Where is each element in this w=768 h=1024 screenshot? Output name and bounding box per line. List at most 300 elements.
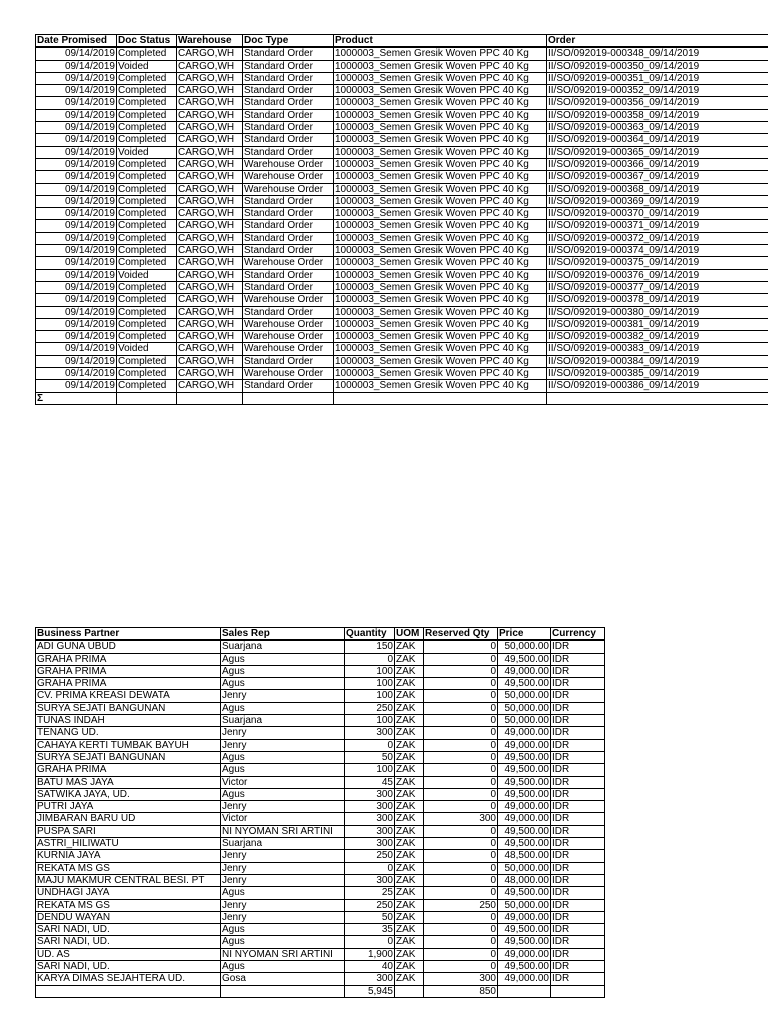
header-business-partner[interactable]: Business Partner <box>36 628 221 641</box>
cell-price: 49,000.00 <box>498 973 551 985</box>
table-row[interactable] <box>36 232 768 244</box>
cell-warehouse: CARGO,WH <box>177 72 243 84</box>
table-row[interactable] <box>36 306 768 318</box>
cell-business-partner: MAJU MAKMUR CENTRAL BESI. PT <box>36 874 221 886</box>
cell-sales-rep: Agus <box>221 936 345 948</box>
cell-order: II/SO/092019-000369_09/14/2019 <box>547 195 768 207</box>
cell-currency: IDR <box>551 776 605 788</box>
cell-warehouse: CARGO,WH <box>177 97 243 109</box>
cell-currency: IDR <box>551 850 605 862</box>
cell-product: 1000003_Semen Gresik Woven PPC 40 Kg <box>334 195 547 207</box>
table-row[interactable] <box>36 727 605 739</box>
cell-warehouse: CARGO,WH <box>177 171 243 183</box>
total-cell <box>221 985 345 997</box>
cell-uom: ZAK <box>395 936 424 948</box>
cell-price: 49,000.00 <box>498 801 551 813</box>
table-row[interactable] <box>36 874 605 886</box>
cell-quantity: 0 <box>345 739 395 751</box>
cell-business-partner: ADI GUNA UBUD <box>36 640 221 653</box>
header-quantity[interactable]: Quantity <box>345 628 395 641</box>
cell-product: 1000003_Semen Gresik Woven PPC 40 Kg <box>334 232 547 244</box>
cell-doc-status: Completed <box>117 368 177 380</box>
cell-reserved-qty: 0 <box>424 653 498 665</box>
table-row[interactable] <box>36 368 768 380</box>
cell-doc-type: Standard Order <box>243 220 334 232</box>
cell-reserved-qty: 0 <box>424 715 498 727</box>
cell-doc-status: Completed <box>117 355 177 367</box>
summary-cell <box>177 392 243 404</box>
cell-reserved-qty: 0 <box>424 739 498 751</box>
table-row[interactable] <box>36 294 768 306</box>
header-uom[interactable]: UOM <box>395 628 424 641</box>
cell-order: II/SO/092019-000376_09/14/2019 <box>547 269 768 281</box>
table-row[interactable] <box>36 764 605 776</box>
cell-order: II/SO/092019-000372_09/14/2019 <box>547 232 768 244</box>
cell-uom: ZAK <box>395 961 424 973</box>
cell-warehouse: CARGO,WH <box>177 355 243 367</box>
table-row[interactable] <box>36 973 605 985</box>
cell-warehouse: CARGO,WH <box>177 257 243 269</box>
table-row[interactable] <box>36 751 605 763</box>
cell-quantity: 40 <box>345 961 395 973</box>
cell-uom: ZAK <box>395 911 424 923</box>
cell-uom: ZAK <box>395 727 424 739</box>
table-row[interactable] <box>36 134 768 146</box>
cell-currency: IDR <box>551 887 605 899</box>
cell-sales-rep: Jenry <box>221 911 345 923</box>
cell-date-promised: 09/14/2019 <box>36 134 117 146</box>
cell-date-promised: 09/14/2019 <box>36 122 117 134</box>
cell-doc-status: Completed <box>117 294 177 306</box>
table-row[interactable] <box>36 911 605 923</box>
cell-business-partner: KARYA DIMAS SEJAHTERA UD. <box>36 973 221 985</box>
cell-reserved-qty: 0 <box>424 702 498 714</box>
cell-price: 50,000.00 <box>498 690 551 702</box>
cell-sales-rep: Agus <box>221 665 345 677</box>
cell-sales-rep: Jenry <box>221 727 345 739</box>
cell-sales-rep: Jenry <box>221 690 345 702</box>
cell-price: 50,000.00 <box>498 715 551 727</box>
header-doc-type[interactable]: Doc Type <box>243 35 334 48</box>
cell-date-promised: 09/14/2019 <box>36 146 117 158</box>
cell-date-promised: 09/14/2019 <box>36 294 117 306</box>
cell-quantity: 300 <box>345 788 395 800</box>
table-row[interactable] <box>36 380 768 392</box>
cell-price: 49,500.00 <box>498 936 551 948</box>
cell-doc-status: Completed <box>117 257 177 269</box>
cell-sales-rep: Agus <box>221 887 345 899</box>
cell-date-promised: 09/14/2019 <box>36 380 117 392</box>
cell-warehouse: CARGO,WH <box>177 208 243 220</box>
cell-warehouse: CARGO,WH <box>177 232 243 244</box>
cell-uom: ZAK <box>395 973 424 985</box>
header-order[interactable]: Order <box>547 35 768 48</box>
table-row[interactable] <box>36 887 605 899</box>
header-date-promised[interactable]: Date Promised <box>36 35 117 48</box>
cell-doc-status: Completed <box>117 47 177 60</box>
order-table-header-row <box>36 35 768 48</box>
cell-product: 1000003_Semen Gresik Woven PPC 40 Kg <box>334 146 547 158</box>
cell-price: 50,000.00 <box>498 702 551 714</box>
cell-currency: IDR <box>551 640 605 653</box>
cell-warehouse: CARGO,WH <box>177 306 243 318</box>
cell-date-promised: 09/14/2019 <box>36 232 117 244</box>
cell-reserved-qty: 0 <box>424 640 498 653</box>
cell-quantity: 300 <box>345 727 395 739</box>
table-row[interactable] <box>36 678 605 690</box>
partner-table-header-row <box>36 628 605 641</box>
cell-doc-type: Standard Order <box>243 134 334 146</box>
header-price[interactable]: Price <box>498 628 551 641</box>
cell-uom: ZAK <box>395 776 424 788</box>
table-row[interactable] <box>36 146 768 158</box>
cell-uom: ZAK <box>395 702 424 714</box>
cell-price: 48,500.00 <box>498 850 551 862</box>
table-row[interactable] <box>36 318 768 330</box>
table-row[interactable] <box>36 924 605 936</box>
order-table-summary-row <box>36 392 768 404</box>
cell-product: 1000003_Semen Gresik Woven PPC 40 Kg <box>334 343 547 355</box>
table-row[interactable] <box>36 72 768 84</box>
cell-uom: ZAK <box>395 948 424 960</box>
cell-sales-rep: Agus <box>221 702 345 714</box>
cell-product: 1000003_Semen Gresik Woven PPC 40 Kg <box>334 171 547 183</box>
table-row[interactable] <box>36 122 768 134</box>
table-row[interactable] <box>36 936 605 948</box>
table-row[interactable] <box>36 776 605 788</box>
cell-product: 1000003_Semen Gresik Woven PPC 40 Kg <box>334 245 547 257</box>
cell-date-promised: 09/14/2019 <box>36 109 117 121</box>
cell-price: 49,000.00 <box>498 727 551 739</box>
cell-uom: ZAK <box>395 764 424 776</box>
cell-doc-status: Voided <box>117 146 177 158</box>
table-row[interactable] <box>36 60 768 72</box>
cell-uom: ZAK <box>395 813 424 825</box>
cell-quantity: 35 <box>345 924 395 936</box>
cell-date-promised: 09/14/2019 <box>36 368 117 380</box>
table-row[interactable] <box>36 899 605 911</box>
table-row[interactable] <box>36 183 768 195</box>
cell-currency: IDR <box>551 801 605 813</box>
table-row[interactable] <box>36 813 605 825</box>
cell-warehouse: CARGO,WH <box>177 109 243 121</box>
cell-warehouse: CARGO,WH <box>177 368 243 380</box>
cell-warehouse: CARGO,WH <box>177 146 243 158</box>
cell-sales-rep: Jenry <box>221 862 345 874</box>
cell-doc-status: Completed <box>117 134 177 146</box>
cell-uom: ZAK <box>395 838 424 850</box>
table-row[interactable] <box>36 948 605 960</box>
cell-doc-status: Completed <box>117 281 177 293</box>
cell-currency: IDR <box>551 788 605 800</box>
cell-product: 1000003_Semen Gresik Woven PPC 40 Kg <box>334 109 547 121</box>
cell-order: II/SO/092019-000364_09/14/2019 <box>547 134 768 146</box>
cell-reserved-qty: 0 <box>424 751 498 763</box>
cell-uom: ZAK <box>395 862 424 874</box>
cell-business-partner: GRAHA PRIMA <box>36 678 221 690</box>
cell-doc-status: Completed <box>117 208 177 220</box>
cell-currency: IDR <box>551 739 605 751</box>
cell-product: 1000003_Semen Gresik Woven PPC 40 Kg <box>334 183 547 195</box>
cell-currency: IDR <box>551 862 605 874</box>
header-warehouse[interactable]: Warehouse <box>177 35 243 48</box>
cell-doc-status: Completed <box>117 72 177 84</box>
table-row[interactable] <box>36 269 768 281</box>
cell-date-promised: 09/14/2019 <box>36 195 117 207</box>
cell-doc-type: Standard Order <box>243 245 334 257</box>
table-row[interactable] <box>36 158 768 170</box>
cell-quantity: 25 <box>345 887 395 899</box>
cell-quantity: 0 <box>345 653 395 665</box>
cell-doc-status: Completed <box>117 220 177 232</box>
cell-product: 1000003_Semen Gresik Woven PPC 40 Kg <box>334 355 547 367</box>
table-row[interactable] <box>36 739 605 751</box>
table-row[interactable] <box>36 109 768 121</box>
cell-date-promised: 09/14/2019 <box>36 355 117 367</box>
cell-order: II/SO/092019-000351_09/14/2019 <box>547 72 768 84</box>
cell-sales-rep: Jenry <box>221 801 345 813</box>
cell-quantity: 300 <box>345 874 395 886</box>
cell-reserved-qty: 0 <box>424 838 498 850</box>
table-row[interactable] <box>36 257 768 269</box>
table-row[interactable] <box>36 220 768 232</box>
cell-currency: IDR <box>551 727 605 739</box>
cell-reserved-qty: 300 <box>424 813 498 825</box>
cell-order: II/SO/092019-000374_09/14/2019 <box>547 245 768 257</box>
cell-date-promised: 09/14/2019 <box>36 220 117 232</box>
cell-uom: ZAK <box>395 751 424 763</box>
cell-order: II/SO/092019-000380_09/14/2019 <box>547 306 768 318</box>
cell-sales-rep: Jenry <box>221 739 345 751</box>
cell-order: II/SO/092019-000356_09/14/2019 <box>547 97 768 109</box>
cell-order: II/SO/092019-000363_09/14/2019 <box>547 122 768 134</box>
cell-doc-type: Standard Order <box>243 281 334 293</box>
table-row[interactable] <box>36 690 605 702</box>
cell-reserved-qty: 250 <box>424 899 498 911</box>
cell-reserved-qty: 0 <box>424 776 498 788</box>
cell-business-partner: GRAHA PRIMA <box>36 653 221 665</box>
cell-product: 1000003_Semen Gresik Woven PPC 40 Kg <box>334 60 547 72</box>
cell-currency: IDR <box>551 715 605 727</box>
cell-quantity: 150 <box>345 640 395 653</box>
cell-sales-rep: Agus <box>221 764 345 776</box>
header-reserved-qty[interactable]: Reserved Qty <box>424 628 498 641</box>
cell-product: 1000003_Semen Gresik Woven PPC 40 Kg <box>334 220 547 232</box>
cell-reserved-qty: 0 <box>424 850 498 862</box>
cell-business-partner: JIMBARAN BARU UD <box>36 813 221 825</box>
cell-warehouse: CARGO,WH <box>177 331 243 343</box>
cell-reserved-qty: 0 <box>424 862 498 874</box>
cell-sales-rep: Agus <box>221 751 345 763</box>
table-row[interactable] <box>36 331 768 343</box>
cell-warehouse: CARGO,WH <box>177 158 243 170</box>
header-doc-status[interactable]: Doc Status <box>117 35 177 48</box>
cell-doc-status: Completed <box>117 85 177 97</box>
cell-order: II/SO/092019-000358_09/14/2019 <box>547 109 768 121</box>
cell-date-promised: 09/14/2019 <box>36 318 117 330</box>
cell-doc-type: Warehouse Order <box>243 158 334 170</box>
cell-uom: ZAK <box>395 640 424 653</box>
cell-uom: ZAK <box>395 801 424 813</box>
cell-order: II/SO/092019-000377_09/14/2019 <box>547 281 768 293</box>
cell-reserved-qty: 0 <box>424 764 498 776</box>
cell-order: II/SO/092019-000352_09/14/2019 <box>547 85 768 97</box>
cell-reserved-qty: 0 <box>424 911 498 923</box>
cell-quantity: 300 <box>345 973 395 985</box>
header-currency[interactable]: Currency <box>551 628 605 641</box>
cell-business-partner: PUTRI JAYA <box>36 801 221 813</box>
cell-order: II/SO/092019-000378_09/14/2019 <box>547 294 768 306</box>
cell-doc-status: Completed <box>117 331 177 343</box>
table-row[interactable] <box>36 343 768 355</box>
cell-doc-type: Warehouse Order <box>243 294 334 306</box>
cell-doc-status: Completed <box>117 245 177 257</box>
cell-doc-type: Standard Order <box>243 47 334 60</box>
cell-uom: ZAK <box>395 924 424 936</box>
table-row[interactable] <box>36 281 768 293</box>
order-table <box>35 34 768 405</box>
table-row[interactable] <box>36 195 768 207</box>
table-row[interactable] <box>36 715 605 727</box>
table-row[interactable] <box>36 208 768 220</box>
cell-date-promised: 09/14/2019 <box>36 269 117 281</box>
cell-sales-rep: Agus <box>221 788 345 800</box>
cell-doc-type: Standard Order <box>243 72 334 84</box>
cell-business-partner: REKATA MS GS <box>36 862 221 874</box>
table-row[interactable] <box>36 85 768 97</box>
table-row[interactable] <box>36 355 768 367</box>
cell-doc-type: Standard Order <box>243 85 334 97</box>
cell-doc-status: Completed <box>117 318 177 330</box>
cell-business-partner: GRAHA PRIMA <box>36 665 221 677</box>
cell-warehouse: CARGO,WH <box>177 343 243 355</box>
cell-currency: IDR <box>551 911 605 923</box>
summary-cell <box>117 392 177 404</box>
cell-price: 49,500.00 <box>498 653 551 665</box>
cell-reserved-qty: 0 <box>424 825 498 837</box>
cell-uom: ZAK <box>395 715 424 727</box>
cell-price: 49,500.00 <box>498 961 551 973</box>
cell-business-partner: SARI NADI, UD. <box>36 961 221 973</box>
cell-reserved-qty: 0 <box>424 678 498 690</box>
cell-product: 1000003_Semen Gresik Woven PPC 40 Kg <box>334 331 547 343</box>
cell-warehouse: CARGO,WH <box>177 134 243 146</box>
cell-reserved-qty: 0 <box>424 948 498 960</box>
cell-sales-rep: NI NYOMAN SRI ARTINI <box>221 825 345 837</box>
cell-business-partner: UD. AS <box>36 948 221 960</box>
cell-business-partner: TUNAS INDAH <box>36 715 221 727</box>
cell-product: 1000003_Semen Gresik Woven PPC 40 Kg <box>334 47 547 60</box>
cell-currency: IDR <box>551 874 605 886</box>
cell-product: 1000003_Semen Gresik Woven PPC 40 Kg <box>334 134 547 146</box>
cell-sales-rep: Suarjana <box>221 838 345 850</box>
summary-sigma: Σ <box>36 392 117 404</box>
cell-business-partner: ASTRI_HILIWATU <box>36 838 221 850</box>
table-row[interactable] <box>36 788 605 800</box>
cell-price: 49,500.00 <box>498 838 551 850</box>
cell-uom: ZAK <box>395 825 424 837</box>
cell-currency: IDR <box>551 838 605 850</box>
cell-sales-rep: Agus <box>221 678 345 690</box>
cell-product: 1000003_Semen Gresik Woven PPC 40 Kg <box>334 208 547 220</box>
cell-quantity: 100 <box>345 678 395 690</box>
cell-doc-status: Completed <box>117 158 177 170</box>
cell-price: 49,000.00 <box>498 739 551 751</box>
cell-price: 49,500.00 <box>498 751 551 763</box>
table-row[interactable] <box>36 47 768 60</box>
cell-business-partner: TENANG UD. <box>36 727 221 739</box>
cell-sales-rep: Agus <box>221 924 345 936</box>
table-row[interactable] <box>36 97 768 109</box>
summary-cell <box>243 392 334 404</box>
cell-reserved-qty: 0 <box>424 936 498 948</box>
cell-product: 1000003_Semen Gresik Woven PPC 40 Kg <box>334 257 547 269</box>
cell-doc-status: Voided <box>117 60 177 72</box>
cell-doc-status: Completed <box>117 380 177 392</box>
total-reserved-qty: 850 <box>424 985 498 997</box>
cell-reserved-qty: 0 <box>424 788 498 800</box>
cell-product: 1000003_Semen Gresik Woven PPC 40 Kg <box>334 85 547 97</box>
cell-doc-type: Standard Order <box>243 97 334 109</box>
table-row[interactable] <box>36 245 768 257</box>
table-row[interactable] <box>36 665 605 677</box>
cell-quantity: 300 <box>345 838 395 850</box>
cell-business-partner: CAHAYA KERTI TUMBAK BAYUH <box>36 739 221 751</box>
cell-reserved-qty: 300 <box>424 973 498 985</box>
cell-date-promised: 09/14/2019 <box>36 331 117 343</box>
cell-price: 50,000.00 <box>498 640 551 653</box>
cell-quantity: 50 <box>345 751 395 763</box>
cell-doc-status: Completed <box>117 97 177 109</box>
cell-doc-type: Standard Order <box>243 232 334 244</box>
table-row[interactable] <box>36 838 605 850</box>
table-row[interactable] <box>36 850 605 862</box>
cell-doc-type: Warehouse Order <box>243 343 334 355</box>
cell-sales-rep: Jenry <box>221 850 345 862</box>
cell-date-promised: 09/14/2019 <box>36 306 117 318</box>
header-product[interactable]: Product <box>334 35 547 48</box>
cell-uom: ZAK <box>395 850 424 862</box>
table-row[interactable] <box>36 862 605 874</box>
cell-currency: IDR <box>551 899 605 911</box>
cell-product: 1000003_Semen Gresik Woven PPC 40 Kg <box>334 294 547 306</box>
cell-uom: ZAK <box>395 899 424 911</box>
table-row[interactable] <box>36 825 605 837</box>
table-row[interactable] <box>36 653 605 665</box>
cell-price: 49,000.00 <box>498 948 551 960</box>
cell-date-promised: 09/14/2019 <box>36 97 117 109</box>
cell-doc-status: Completed <box>117 232 177 244</box>
cell-doc-status: Completed <box>117 109 177 121</box>
cell-sales-rep: Jenry <box>221 899 345 911</box>
cell-doc-type: Warehouse Order <box>243 171 334 183</box>
header-sales-rep[interactable]: Sales Rep <box>221 628 345 641</box>
cell-doc-type: Standard Order <box>243 109 334 121</box>
cell-reserved-qty: 0 <box>424 801 498 813</box>
table-row[interactable] <box>36 171 768 183</box>
table-row[interactable] <box>36 702 605 714</box>
table-row[interactable] <box>36 961 605 973</box>
cell-price: 50,000.00 <box>498 899 551 911</box>
cell-date-promised: 09/14/2019 <box>36 343 117 355</box>
table-row[interactable] <box>36 801 605 813</box>
table-row[interactable] <box>36 640 605 653</box>
partner-table-total-row <box>36 985 605 997</box>
cell-doc-type: Standard Order <box>243 60 334 72</box>
cell-quantity: 250 <box>345 850 395 862</box>
cell-reserved-qty: 0 <box>424 727 498 739</box>
cell-order: II/SO/092019-000366_09/14/2019 <box>547 158 768 170</box>
